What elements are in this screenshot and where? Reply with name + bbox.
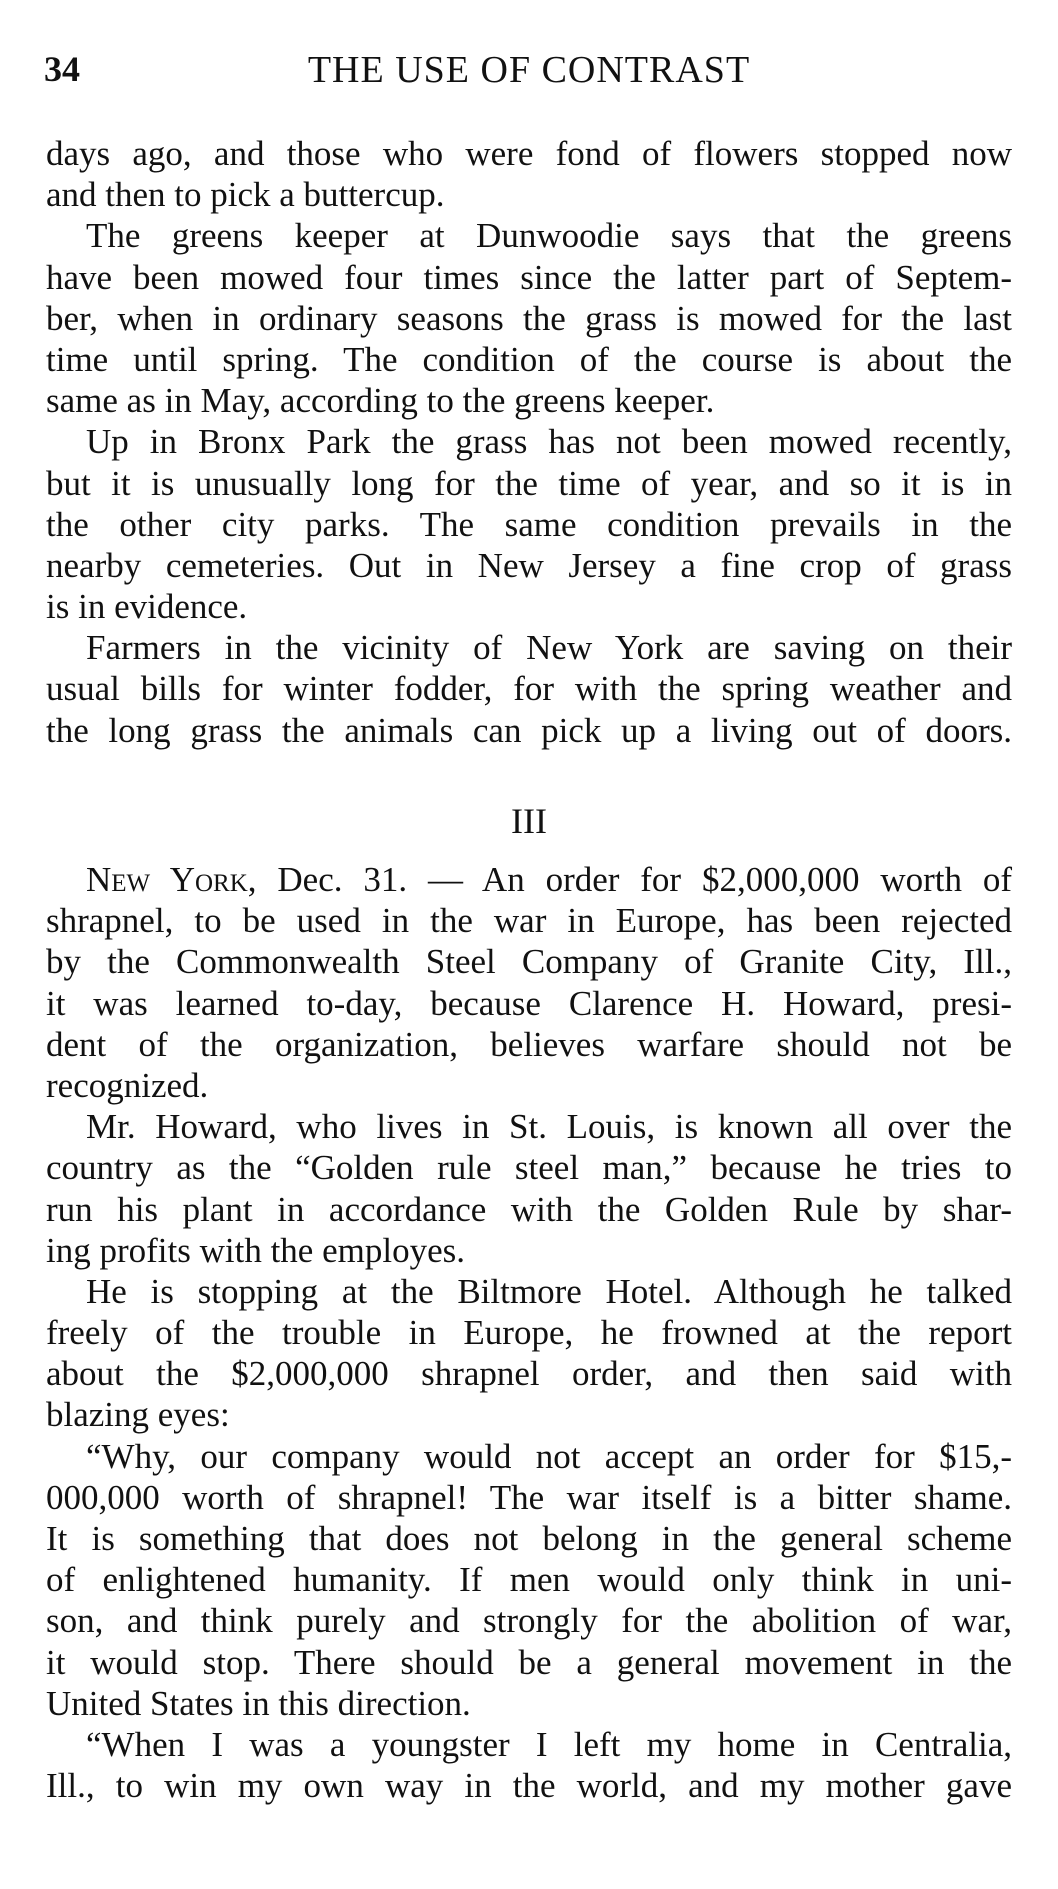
text-line: It is something that does not belong in the general scheme <box>46 1519 1012 1558</box>
section-heading: III <box>511 801 547 841</box>
text-line: have been mowed four times since the latter part of Septem- <box>46 257 1012 297</box>
text-line: ber, when in ordinary seasons the grass is mowed for the last <box>46 298 1012 338</box>
page-number: 34 <box>44 49 80 89</box>
text-line: about the $2,000,000 shrapnel order, and then said with <box>46 1354 1012 1394</box>
text-line: son, and think purely and strongly for the abolition of war, <box>46 1601 1012 1641</box>
text-line: freely of the trouble in Europe, he frowned at the report <box>46 1313 1012 1353</box>
text-line: He is stopping at the Biltmore Hotel. Although he talked <box>86 1271 1012 1311</box>
text-line: by the Commonwealth Steel Company of Granite City, Ill., <box>46 942 1012 982</box>
text-line: “Why, our company would not accept an order for $15,- <box>86 1436 1012 1476</box>
text-line: United States in this direction. <box>46 1683 471 1723</box>
text-line: same as in May, according to the greens keeper. <box>46 381 715 421</box>
text-line: is in evidence. <box>46 587 248 627</box>
text-line: shrapnel, to be used in the war in Europe, has been rejected <box>46 901 1012 941</box>
text-line: 000,000 worth of shrapnel! The war itself is a bitter shame. <box>46 1477 1012 1517</box>
line-text: , Dec. 31. — An order for $2,000,000 worth of <box>247 860 1013 899</box>
text-line: Up in Bronx Park the grass has not been mowed recently, <box>86 422 1012 462</box>
text-line: time until spring. The condition of the course is about the <box>46 339 1012 379</box>
text-line: run his plant in accordance with the Golden Rule by shar- <box>46 1189 1012 1229</box>
text-line: of enlightened humanity. If men would only think in uni- <box>46 1560 1012 1600</box>
text-line: it would stop. There should be a general movement in the <box>46 1642 1012 1682</box>
text-line: blazing eyes: <box>46 1395 230 1435</box>
text-line: Mr. Howard, who lives in St. Louis, is known all over the <box>86 1107 1012 1147</box>
text-line: The greens keeper at Dunwoodie says that the greens <box>86 216 1012 256</box>
text-line: Farmers in the vicinity of New York are saving on their <box>86 628 1012 668</box>
text-line: Ill., to win my own way in the world, and my mother gave <box>46 1766 1012 1806</box>
text-line: country as the “Golden rule steel man,” because he tries to <box>46 1148 1012 1188</box>
text-line: nearby cemeteries. Out in New Jersey a fine crop of grass <box>46 545 1012 585</box>
text-line: ing profits with the employes. <box>46 1230 465 1270</box>
text-line: the long grass the animals can pick up a living out of doors. <box>46 710 1012 750</box>
text-line: the other city parks. The same condition prevails in the <box>46 504 1012 544</box>
text-line: recognized. <box>46 1065 209 1105</box>
text-line: and then to pick a buttercup. <box>46 175 445 215</box>
text-block-2 <box>46 859 1012 1806</box>
text-line: dent of the organization, believes warfare should not be <box>46 1024 1012 1064</box>
running-title: THE USE OF CONTRAST <box>307 49 751 91</box>
text-line: days ago, and those who were fond of flowers stopped now <box>46 134 1012 173</box>
text-line: “When I was a youngster I left my home in Centralia, <box>86 1724 1012 1764</box>
text-line: usual bills for winter fodder, for with the spring weather and <box>46 669 1012 709</box>
dateline-place: New York <box>86 860 248 899</box>
text-line <box>46 859 1012 900</box>
text-line: it was learned to-day, because Clarence H. Howard, presi- <box>46 983 1012 1023</box>
text-block-1 <box>46 133 1012 751</box>
text-line: but it is unusually long for the time of year, and so it is in <box>46 463 1012 503</box>
